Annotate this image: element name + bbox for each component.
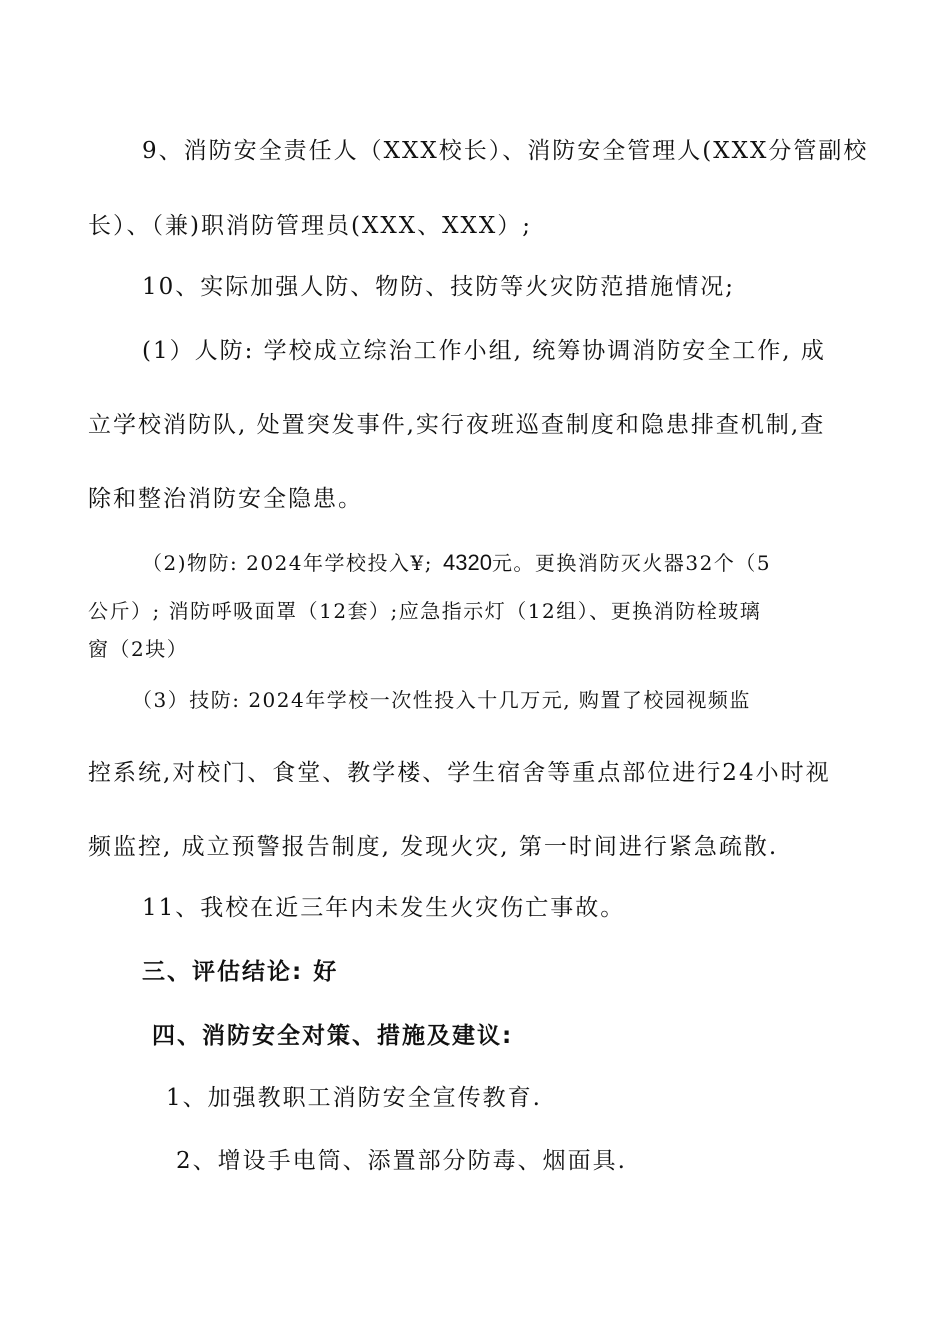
renfang-line-3: 除和整治消防安全隐患。 — [88, 486, 363, 512]
wufang-suffix: 元。更换消防灭火器32个（5 — [491, 551, 772, 575]
item-11-line-1: 11、我校在近三年内未发生火灾伤亡事故。 — [142, 895, 626, 921]
section-4-item-1: 1、加强教职工消防安全宣传教育. — [166, 1085, 542, 1111]
wufang-line-1 — [142, 548, 771, 578]
section-3-heading: 三、评估结论: 好 — [142, 959, 339, 985]
jifang-line-1: （3）技防: 2024年学校一次性投入十几万元, 购置了校园视频监 — [132, 688, 751, 712]
item-9-line-2: 长）、（兼)职消防管理员(XXX、XXX）; — [88, 213, 532, 239]
jifang-line-2: 控系统,对校门、食堂、教学楼、学生宿舍等重点部位进行24小时视 — [88, 760, 831, 786]
renfang-line-2: 立学校消防队, 处置突发事件,实行夜班巡查制度和隐患排查机制,查 — [88, 412, 826, 438]
section-4-item-2: 2、增设手电筒、添置部分防毒、烟面具. — [176, 1148, 627, 1174]
item-10-line-1: 10、实际加强人防、物防、技防等火灾防范措施情况; — [142, 274, 736, 300]
wufang-line-2: 公斤）; 消防呼吸面罩（12套）;应急指示灯（12组）、更换消防栓玻璃 — [88, 599, 762, 623]
section-4-heading: 四、消防安全对策、措施及建议: — [152, 1023, 514, 1049]
renfang-line-1: (1）人防: 学校成立综治工作小组, 统筹协调消防安全工作, 成 — [142, 338, 826, 364]
jifang-line-3: 频监控, 成立预警报告制度, 发现火灾, 第一时间进行紧急疏散. — [88, 834, 779, 860]
item-9-line-1: 9、消防安全责任人（XXX校长）、消防安全管理人(XXX分管副校 — [142, 138, 869, 164]
wufang-line-3: 窗（2块） — [88, 637, 189, 661]
wufang-prefix: （2)物防: 2024年学校投入¥; — [142, 551, 433, 575]
wufang-amount: 4320 — [442, 550, 492, 575]
